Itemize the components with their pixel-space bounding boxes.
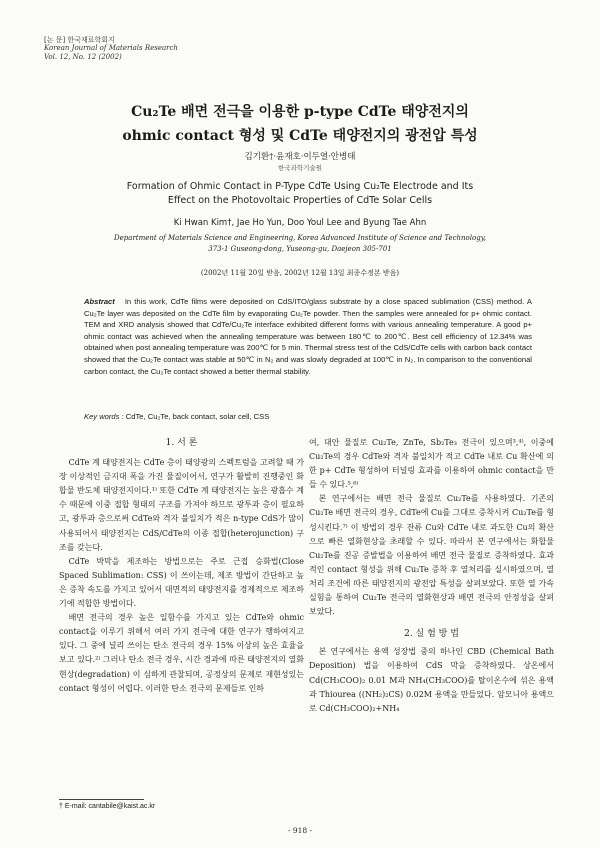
- affiliation-korean: 한국과학기술원: [278, 164, 322, 172]
- title-english-line1: Formation of Ohmic Contact in P-Type CdTe Using Cu₂Te Electrode and Its: [126, 181, 474, 192]
- journal-name-en: Korean Journal of Materials Research: [44, 44, 178, 53]
- paragraph: 여, 대안 물질로 Cu₂Te, ZnTe, Sb₂Te₃ 전극이 있으며³,⁴⁾, 이중에 Cu₂Te의 경우 CdTe와 격자 불일치가 적고 CdTe 내로 Cu 확산에 의한 p+ CdTe 형성하여 터널링 효과를 이용하여 ohmic contact을 만들 수 있다.⁵,⁶⁾: [309, 438, 554, 490]
- journal-name-ko: [논 문] 한국재료학회지: [44, 36, 115, 44]
- abstract-text: In this work, CdTe films were deposited on CdS/ITO/glass substrate by a close spaced sublimation (CSS) method. A Cu₂Te layer was deposited on the CdTe film by evaporating Cu₂Te powder. Then the samples were annealed for p+ ohmic contact. TEM and XRD analysis showed that CdTe/Cu₂Te interface exhibited different forms with various annealing temperature. A good p+ ohmic contact was achieved when the annealing temperature was between 180℃ to 200℃. Best cell efficiency of 12.34% was obtained when post annealing temperature was 200℃ for 5 min. Thermal stress test of the CdS/CdTe cells with carbon back contact showed that the Cu₂Te contact was stable at 50℃ in N₂ and was slowly degraded at 100℃ in N₂. In comparison to the conventional carbon contact, the Cu₂Te contact showed a better thermal stability.: [84, 297, 532, 376]
- section-heading-methods: 2. 실 험 방 법: [404, 629, 459, 640]
- affiliation-english-line1: Department of Materials Science and Engineering, Korea Advanced Institute of Science and Technology,: [114, 234, 486, 242]
- abstract-label: Abstract: [84, 297, 115, 306]
- title-korean: [0, 100, 600, 148]
- footnote-email: † E-mail: cantabile@kaist.ac.kr: [59, 803, 156, 810]
- paragraph: 본 연구에서는 배면 전극 물질로 Cu₂Te를 사용하였다. 기존의 Cu₂Te 배면 전극의 경우, CdTe에 Cu를 그대로 증착시켜 Cu₂Te를 형성시킨다.⁷⁾ 이 방법의 경우 잔류 Cu와 CdTe 내로 과도한 Cu의 확산으로 빠른 열화현상을 초래할 수 있다. 따라서 본 연구에서는 화합물 Cu₂Te를 진공 증발법을 이용하여 배면 전극 물질로 증착하였다. 효과적인 contact 형성을 위해 Cu₂Te 증착 후 열처리를 실시하였으며, 열처리 조건에 따른 태양전지의 광전압 특성을 살펴보았다. 또한 열 가속 실험을 통하여 Cu₂Te 전극의 열화현상과 배면 전극의 안정성을 살펴보았다.: [309, 494, 554, 617]
- paragraph: CdTe 계 태양전지는 CdTe 층이 태양광의 스펙트럼을 고려할 때 가장 이상적인 금지대 폭을 가진 물질이어서, 연구가 활발히 진행중인 화합물 반도체 태양전지이다.¹⁾ 또한 CdTe 계 태양전지는 높은 광흡수 계수 때문에 이중 접합 형태의 구조를 가져야 하므로 광투과 층이 필요하고, 광투과 층으로써 CdTe와 격자 불일치가 적은 n-type CdS가 많이 사용되어서 태양전지는 CdS/CdTe의 이종 접합(heterojunction) 구조를 갖는다.: [59, 458, 304, 552]
- page-number: - 918 -: [287, 826, 313, 835]
- title-korean-line1: Cu₂Te 배면 전극을 이용한 p-type CdTe 태양전지의: [131, 104, 469, 120]
- authors-english: Ki Hwan Kim†, Jae Ho Yun, Doo Youl Lee and Byung Tae Ahn: [173, 218, 427, 228]
- title-english: [0, 180, 600, 208]
- section-heading-introduction: 1. 서 론: [165, 438, 198, 448]
- footnote-divider: [59, 799, 144, 800]
- keywords-label: Key words :: [84, 412, 124, 421]
- journal-volume: Vol. 12, No. 12 (2002): [44, 52, 122, 61]
- paragraph: CdTe 박막을 제조하는 방법으로는 주로 근접 승화법(Close Spaced Sublimation: CSS) 이 쓰이는데, 제조 방법이 간단하고 높은 증착 속도를 가지고 있어서 대면적의 태양전지를 경제적으로 제조하기에 적합한 방법이다.: [59, 556, 304, 609]
- journal-header: [44, 36, 178, 61]
- keywords: [84, 412, 532, 421]
- title-korean-line2: ohmic contact 형성 및 CdTe 태양전지의 광전압 특성: [122, 128, 478, 144]
- body-column-right: [309, 436, 554, 716]
- affiliation-english: [0, 233, 600, 254]
- paragraph: 본 연구에서는 용액 성장법 중의 하나인 CBD (Chemical Bath Deposition) 법을 이용하여 CdS 막을 증착하였다. 상온에서 Cd(CH₃COO)₂ 0.01 M과 NH₄(CH₃COO)를 탈이온수에 섞은 용액과 Thiourea ((NH₂)₂CS) 0.02M 용액을 만들었다. 암모니아 용액으로 Cd(CH₃COO)₂+NH₄: [309, 647, 554, 713]
- authors-korean: 김기환†·윤재호·이두열·안병태: [244, 152, 356, 162]
- abstract: [84, 296, 532, 377]
- keywords-text: CdTe, Cu₂Te, back contact, solar cell, CSS: [125, 412, 270, 421]
- paragraph: 배면 전극의 경우 높은 일함수를 가지고 있는 CdTe와 ohmic contact을 이루기 위해서 여러 가지 전극에 대한 연구가 행하여지고 있다. 그 중에 널리 쓰이는 탄소 전극의 경우 15% 이상의 높은 효율을 보고 있다.²⁾ 그러나 탄소 전극 경우, 시간 경과에 따른 태양전지의 열화 현상(degradation) 이 심하게 관찰되며, 공정상의 문제로 재현성있는 contact 형성이 어렵다. 이러한 탄소 전극의 문제들로 인하: [59, 613, 304, 693]
- body-column-left: [59, 436, 304, 696]
- received-dates: (2002년 11월 20일 받음, 2002년 12월 13일 최종수정본 받음): [200, 269, 400, 277]
- affiliation-english-line2: 373-1 Guseong-dong, Yuseong-gu, Daejeon 305-701: [208, 244, 392, 253]
- title-english-line2: Effect on the Photovoltaic Properties of CdTe Solar Cells: [167, 195, 433, 206]
